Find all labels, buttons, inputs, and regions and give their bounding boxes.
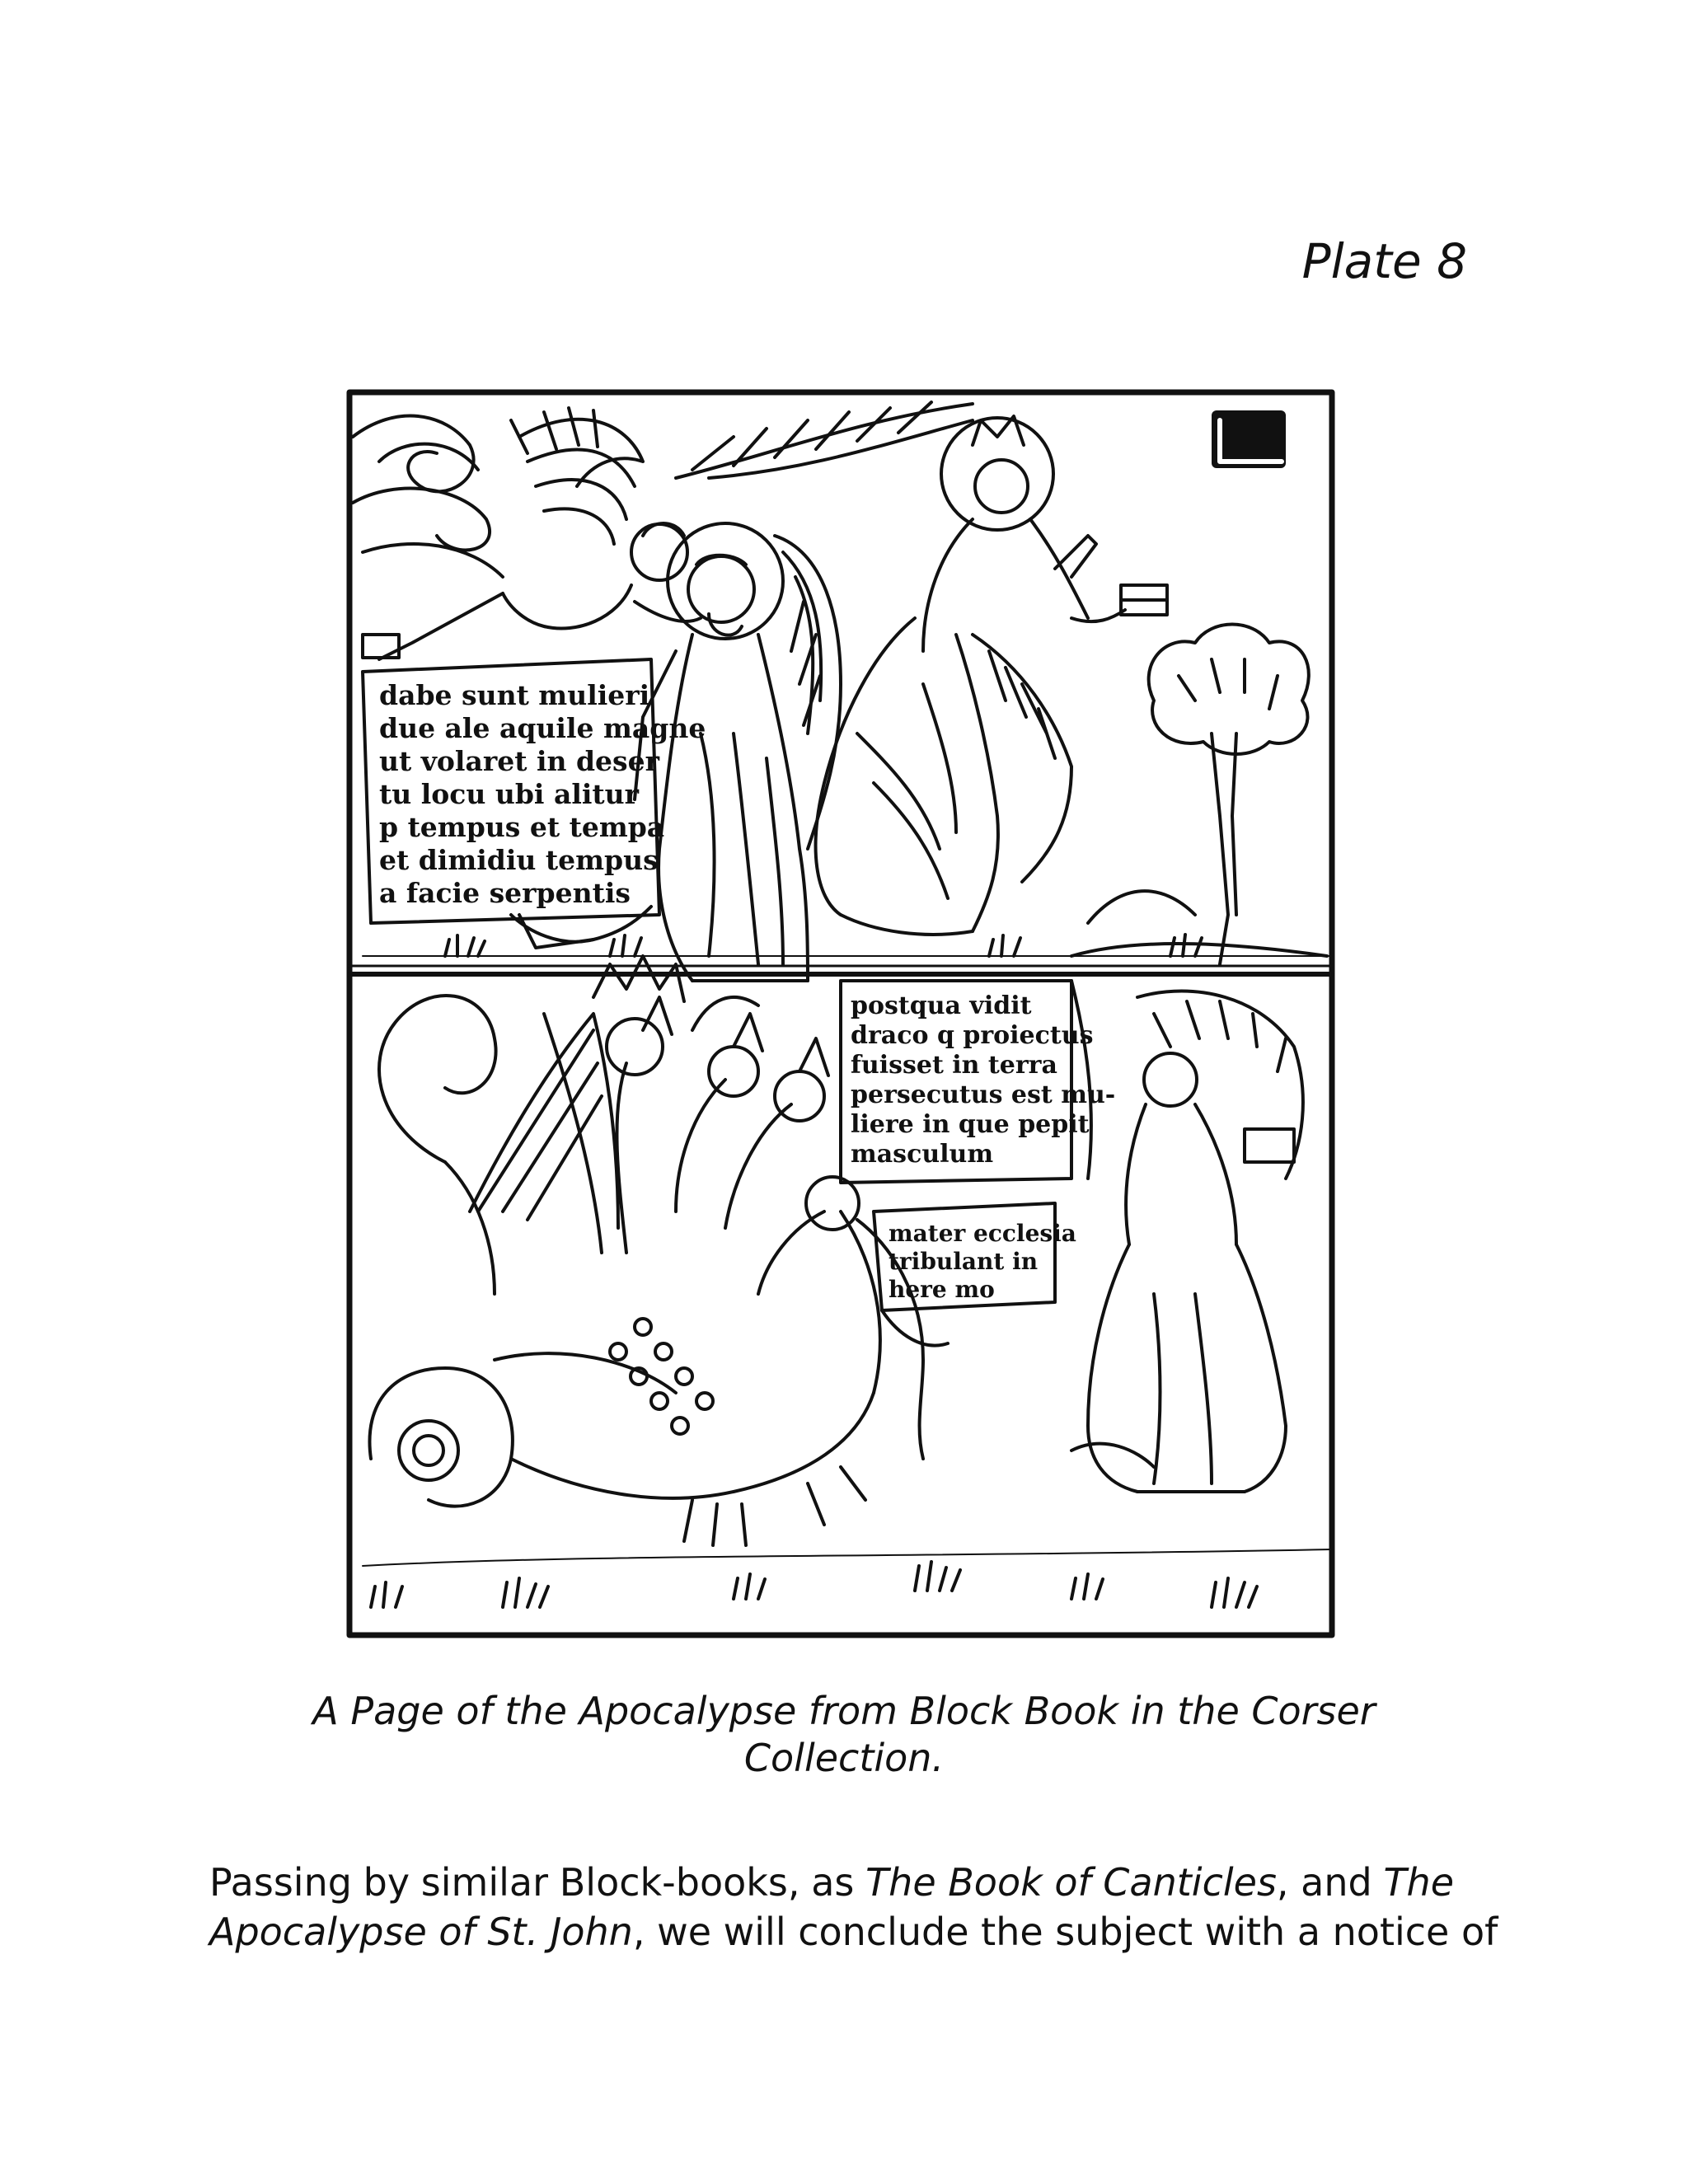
body-line-2 [209,1907,1498,1957]
banner-lower-small-text [889,1220,1076,1303]
word: as [811,1860,855,1905]
banner-line: p tempus et tempa [379,811,665,843]
caption-line: Collection. [743,1736,945,1780]
book-title: The Book of Canticles [865,1860,1277,1905]
word: by [363,1860,410,1905]
banner-line: here mo [889,1276,995,1303]
dragon-eye-ring [399,1421,458,1480]
banner-line: et dimidiu tempus [379,844,659,876]
tree-trunk [1212,733,1228,964]
woodcut-illustration [346,387,1335,1640]
body-paragraph [209,1858,1498,1957]
banner-lower-center-text [851,991,1115,1169]
banner-line: draco q proiectus [851,1021,1094,1050]
banner-line: tu locu ubi alitur [379,778,640,810]
word: The [1383,1860,1454,1905]
banner-line: due ale aquile magne [379,712,706,744]
banner-line: a facie serpentis [379,877,631,909]
banner-line: persecutus est mu- [851,1080,1116,1109]
line2-text [209,1907,1498,1957]
banner-line: tribulant in [889,1248,1039,1275]
figure-caption [247,1688,1441,1782]
word: Passing [209,1860,352,1905]
title-ref [865,1858,1372,1907]
book-title: Apocalypse of St. John [209,1910,633,1954]
word: similar [420,1860,549,1905]
body-line-1 [209,1858,1454,1907]
banner-line: masculum [851,1140,994,1169]
caption-line: A Page of the Apocalypse from Block Book in the Corser [312,1689,1376,1733]
banner-line: ut volaret in deser [379,745,659,777]
banner-line: mater ecclesia [889,1220,1076,1247]
plate-label: Plate 8 [1301,233,1467,289]
word: , and [1276,1860,1372,1905]
banner-line: dabe sunt mulieri [379,679,650,711]
banner-line: liere in que pepit [851,1110,1090,1139]
banner-line: postqua vidit [851,991,1032,1020]
line2-rest: , we will conclude the subject with a notice of [632,1910,1498,1954]
banner-line: fuisset in terra [851,1051,1057,1080]
word: Block-books, [559,1860,800,1905]
